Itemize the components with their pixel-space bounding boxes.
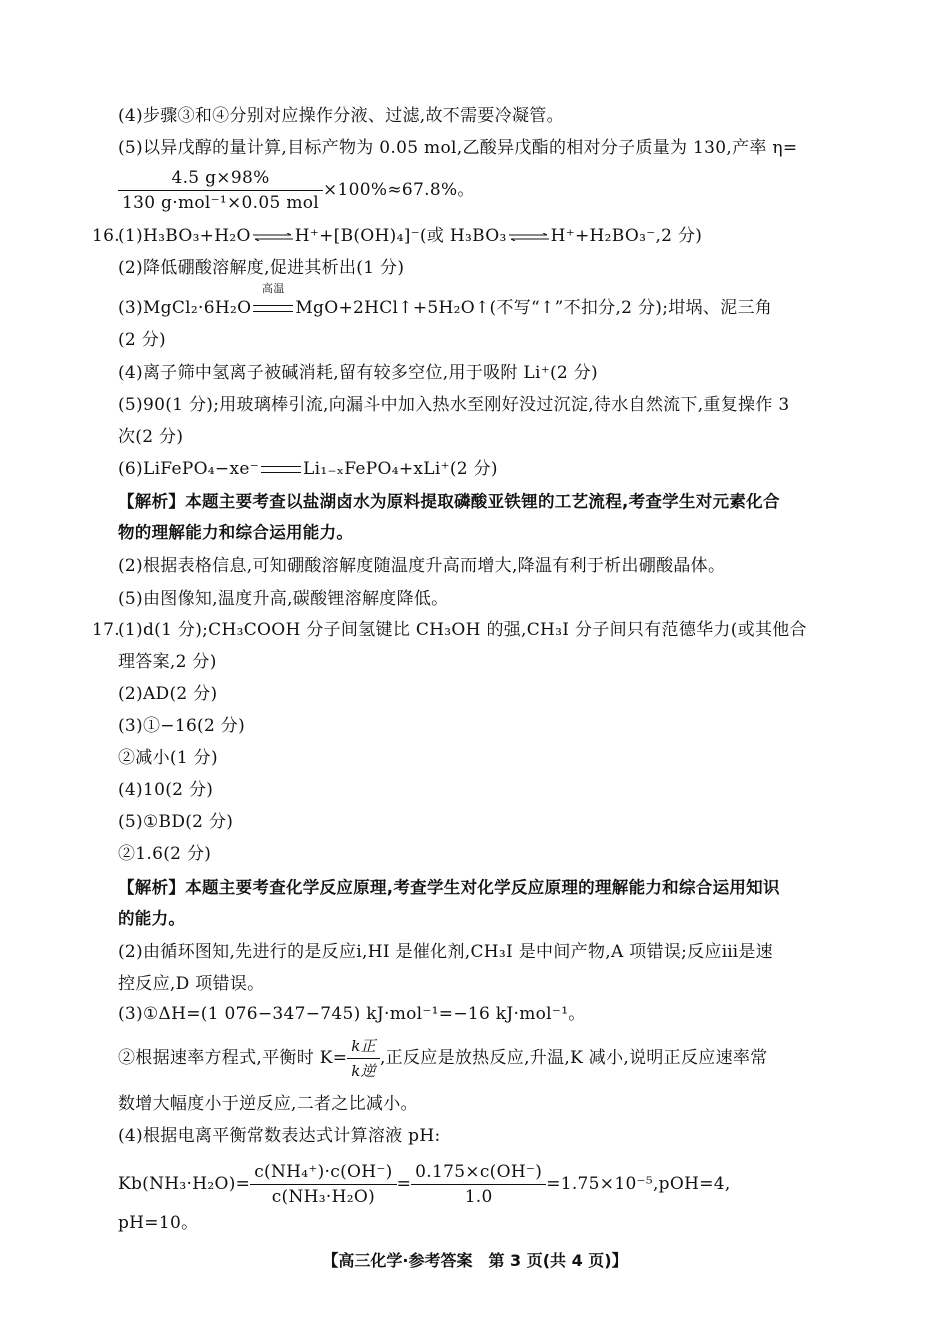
q17-answer-3: (3)①−16(2 分) xyxy=(118,716,246,736)
q17-analysis-4: (4)根据电离平衡常数表达式计算溶液 pH: xyxy=(118,1126,441,1146)
q17-answer-2: (2)AD(2 分) xyxy=(118,684,218,704)
q16-eq1-mid: H⁺+[B(OH)₄]⁻(或 H₃BO₃ xyxy=(294,226,507,246)
q17-answer-1-cont: 理答案,2 分) xyxy=(118,652,217,672)
reversible-arrow-icon xyxy=(507,233,551,241)
reaction-condition: 高温 xyxy=(262,282,285,295)
yield-numerator: 4.5 g×98% xyxy=(118,166,323,191)
kb-tail: =1.75×10⁻⁵,pOH=4, xyxy=(546,1174,731,1194)
yield-tail: ×100%≈67.8%。 xyxy=(323,180,475,200)
kb-numerator-2: 0.175×c(OH⁻) xyxy=(411,1160,546,1185)
q16-eq1-right: H⁺+H₂BO₃⁻,2 分) xyxy=(550,226,703,246)
q16-analysis-heading: 【解析】本题主要考查以盐湖卤水为原料提取磷酸亚铁锂的工艺流程,考查学生对元素化合 xyxy=(118,492,780,511)
q17-analysis-heading-cont: 的能力。 xyxy=(118,909,186,928)
q17-analysis-2-cont: 控反应,D 项错误。 xyxy=(118,974,265,994)
equals-condition-arrow xyxy=(251,282,295,320)
q17-number: 17. xyxy=(92,620,120,640)
q16-answer-4: (4)离子筛中氢离子被碱消耗,留有较多空位,用于吸附 Li⁺(2 分) xyxy=(118,363,598,383)
q17-analysis-3b-cont: 数增大幅度小于逆反应,二者之比减小。 xyxy=(118,1094,418,1114)
kb-left: Kb(NH₃·H₂O)= xyxy=(118,1174,251,1194)
k-reverse: k逆 xyxy=(351,1062,376,1080)
reversible-arrow-icon xyxy=(251,233,295,241)
q17-answer-5b: ②1.6(2 分) xyxy=(118,844,212,864)
q17-analysis-heading: 【解析】本题主要考查化学反应原理,考查学生对化学反应原理的理解能力和综合运用知识 xyxy=(118,878,780,897)
q16-analysis-heading-cont: 物的理解能力和综合运用能力。 xyxy=(118,523,354,542)
rate-constant-fraction xyxy=(347,1034,380,1083)
yield-fraction xyxy=(118,166,323,215)
q16-eq3-right: MgO+2HCl↑+5H₂O↑(不写“↑”不扣分,2 分);坩埚、泥三角 xyxy=(295,298,773,318)
q16-number: 16. xyxy=(92,226,120,246)
q17-answer-5: (5)①BD(2 分) xyxy=(118,812,234,832)
q17-analysis-2: (2)由循环图知,先进行的是反应ⅰ,HI 是催化剂,CH₃I 是中间产物,A 项错误;反应ⅲ是速 xyxy=(118,942,773,962)
q17-ph-result: pH=10。 xyxy=(118,1213,199,1233)
rate-constant-tail: ,正反应是放热反应,升温,K 减小,说明正反应速率常 xyxy=(379,1048,768,1068)
q17-analysis-3: (3)①ΔH=(1 076−347−745) kJ·mol⁻¹=−16 kJ·mol⁻¹。 xyxy=(118,1004,586,1024)
q16-analysis-5: (5)由图像知,温度升高,碳酸锂溶解度降低。 xyxy=(118,589,449,609)
q16-answer-3 xyxy=(118,282,863,320)
kb-fraction-2 xyxy=(411,1160,546,1209)
q17-analysis-3b xyxy=(118,1034,863,1083)
q16-eq6-left: (6)LiFePO₄−xe⁻ xyxy=(118,459,259,479)
q16-answer-6 xyxy=(118,457,863,481)
page-footer: 【高三化学·参考答案 第 3 页(共 4 页)】 xyxy=(322,1251,628,1270)
q17-answer-1: (1)d(1 分);CH₃COOH 分子间氢键比 CH₃OH 的强,CH₃I 分子间只有范德华力(或其他合 xyxy=(118,620,807,640)
kb-equation xyxy=(118,1160,863,1209)
rate-constant-prefix: ②根据速率方程式,平衡时 K= xyxy=(118,1048,348,1068)
kb-denominator-1: c(NH₃·H₂O) xyxy=(271,1187,376,1207)
q15-part5-formula xyxy=(118,166,863,215)
kb-fraction-1 xyxy=(250,1160,396,1209)
q15-part5-line1: (5)以异戊醇的量计算,目标产物为 0.05 mol,乙酸异戊酯的相对分子质量为 130,产率 η= xyxy=(118,138,798,158)
q16-eq6-right: Li₁₋ₓFePO₄+xLi⁺(2 分) xyxy=(303,459,498,479)
q16-answer-3-cont: (2 分) xyxy=(118,330,166,350)
q16-analysis-2: (2)根据表格信息,可知硼酸溶解度随温度升高而增大,降温有利于析出硼酸晶体。 xyxy=(118,556,726,576)
q16-eq1-left: (1)H₃BO₃+H₂O xyxy=(118,226,251,246)
kb-numerator-1: c(NH₄⁺)·c(OH⁻) xyxy=(250,1160,396,1185)
q16-answer-5-cont: 次(2 分) xyxy=(118,427,184,447)
q17-answer-3b: ②减小(1 分) xyxy=(118,748,218,768)
q16-answer-1 xyxy=(118,224,863,248)
q16-answer-2: (2)降低硼酸溶解度,促进其析出(1 分) xyxy=(118,258,405,278)
q15-part4: (4)步骤③和④分别对应操作分液、过滤,故不需要冷凝管。 xyxy=(118,106,564,126)
q16-answer-5: (5)90(1 分);用玻璃棒引流,向漏斗中加入热水至刚好没过沉淀,待水自然流下,重复操作 3 xyxy=(118,395,790,415)
q17-answer-4: (4)10(2 分) xyxy=(118,780,214,800)
kb-denominator-2: 1.0 xyxy=(464,1187,493,1207)
k-forward: k正 xyxy=(347,1034,380,1059)
equals-sign xyxy=(259,457,303,481)
q16-eq3-left: (3)MgCl₂·6H₂O xyxy=(118,298,252,318)
kb-equals: = xyxy=(396,1174,412,1194)
yield-denominator: 130 g·mol⁻¹×0.05 mol xyxy=(122,193,320,213)
